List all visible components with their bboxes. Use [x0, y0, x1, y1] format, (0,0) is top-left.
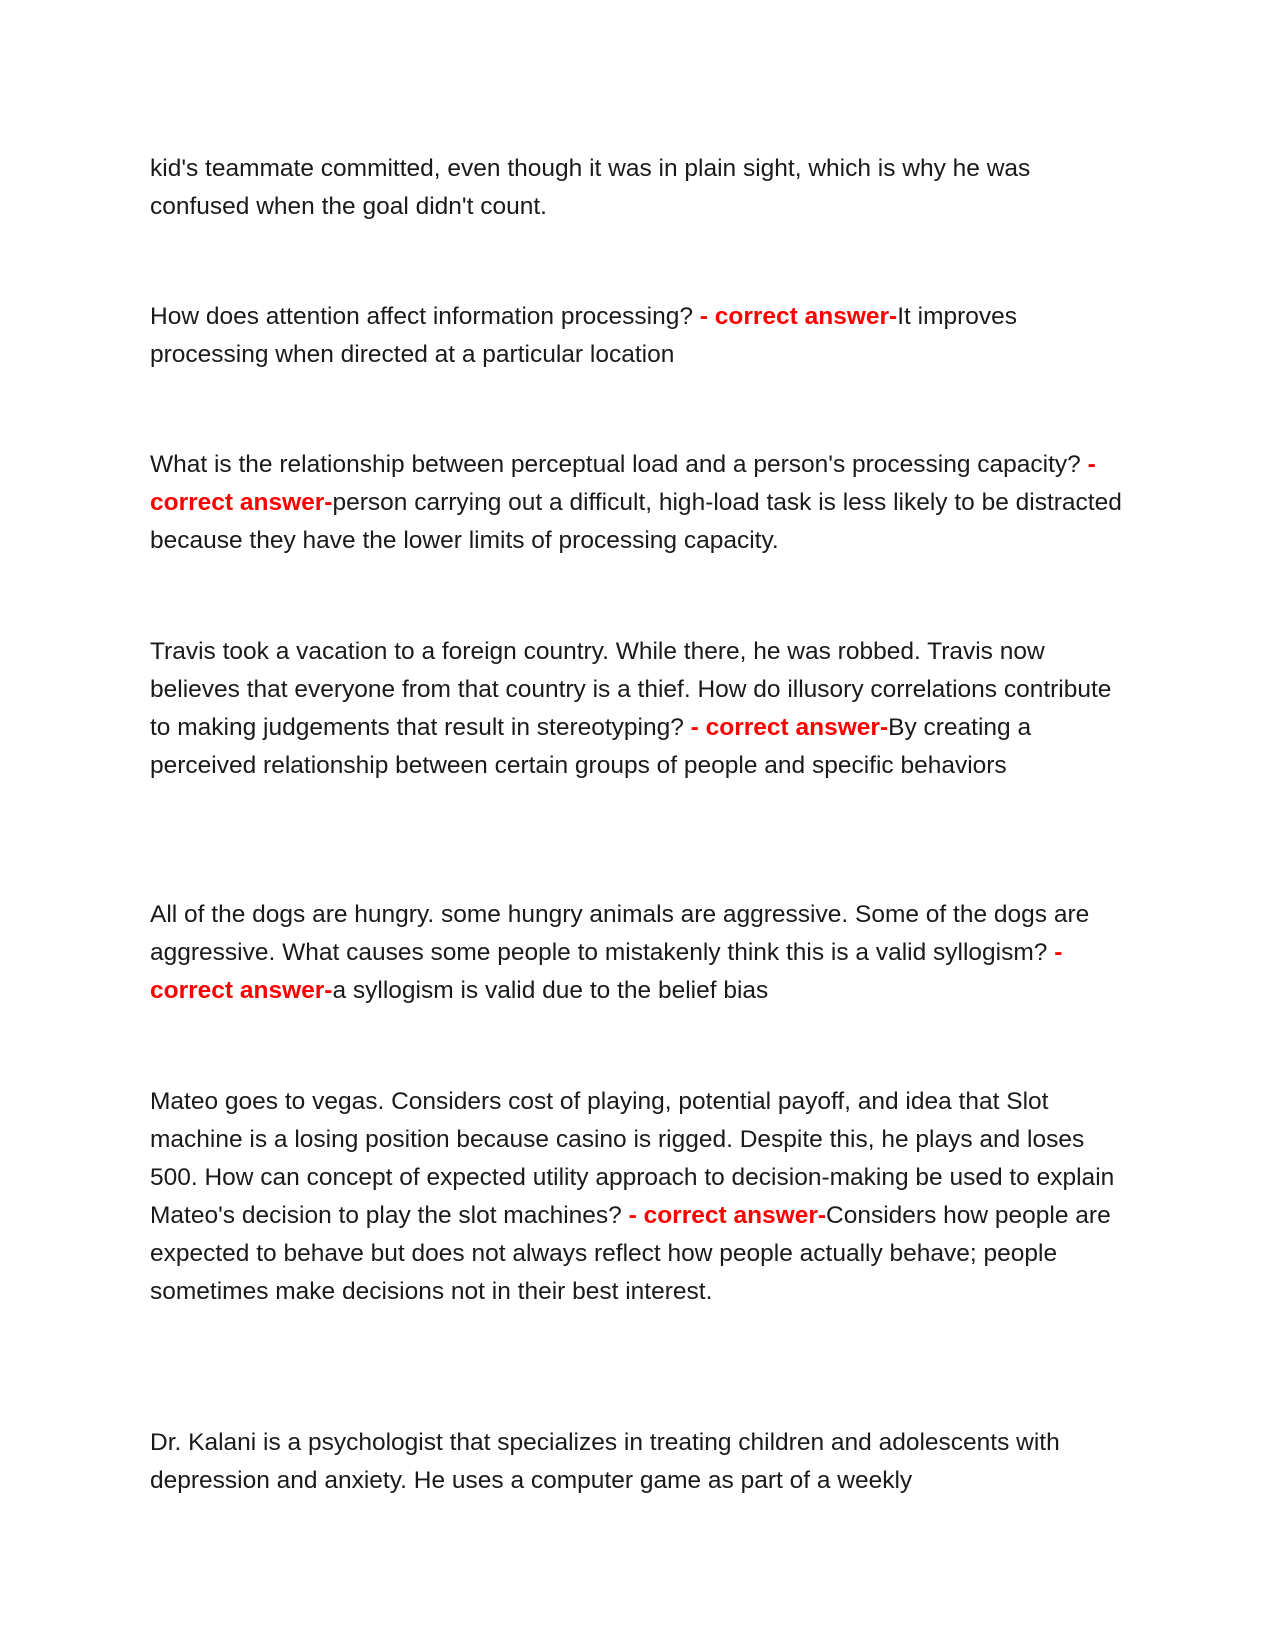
- correct-answer-marker: - correct answer-: [628, 1202, 827, 1229]
- question-text: Travis took a vacation to a foreign country. While there, he was robbed. Travis now believes that everyone from that country is a thief. How do illusory correlations contribute to making judgements that result in stereotyping?: [150, 638, 1112, 741]
- question-text: How does attention affect information processing?: [150, 303, 693, 330]
- qa-block-5: [150, 1083, 1130, 1311]
- text-block-0: [150, 150, 1130, 226]
- answer-text: It improves processing when directed at a particular location: [150, 303, 1018, 368]
- qa-block-3: [150, 633, 1130, 785]
- text-block-6: [150, 1424, 1130, 1500]
- correct-answer-marker: - correct answer-: [699, 303, 898, 330]
- qa-block-2: [150, 446, 1130, 560]
- correct-answer-marker: - correct answer-: [150, 451, 1096, 516]
- question-text: Dr. Kalani is a psychologist that specializes in treating children and adolescents with depression and anxiety. He uses a computer game as part of a weekly: [150, 1429, 1060, 1494]
- qa-block-4: [150, 896, 1130, 1010]
- question-text: What is the relationship between perceptual load and a person's processing capacity?: [150, 451, 1081, 478]
- question-text: All of the dogs are hungry. some hungry animals are aggressive. Some of the dogs are aggressive. What causes some people to mistakenly think this is a valid syllogism?: [150, 901, 1090, 966]
- answer-text: a syllogism is valid due to the belief bias: [332, 977, 769, 1004]
- answer-text: person carrying out a difficult, high-load task is less likely to be distracted because they have the lower limits of processing capacity.: [150, 489, 1122, 554]
- correct-answer-marker: - correct answer-: [150, 939, 1063, 1004]
- qa-block-1: [150, 298, 1130, 374]
- question-text: Mateo goes to vegas. Considers cost of playing, potential payoff, and idea that Slot machine is a losing position because casino is rigged. Despite this, he plays and loses 500. How can concept of expected utility approach to decision-making be used to explain Mateo's decision to play the slot machines?: [150, 1088, 1115, 1229]
- correct-answer-marker: - correct answer-: [690, 714, 889, 741]
- answer-text: By creating a perceived relationship between certain groups of people and specific behaviors: [150, 714, 1032, 779]
- answer-text: Considers how people are expected to behave but does not always reflect how people actually behave; people sometimes make decisions not in their best interest.: [150, 1202, 1111, 1305]
- question-text: kid's teammate committed, even though it was in plain sight, which is why he was confused when the goal didn't count.: [150, 155, 1031, 220]
